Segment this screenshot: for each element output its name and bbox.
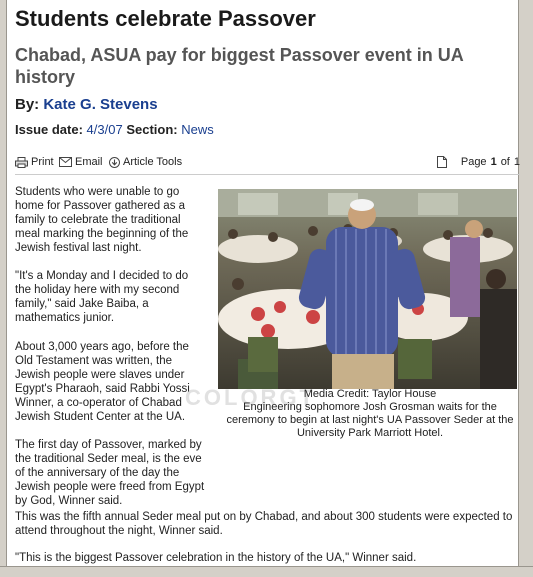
article-page	[15, 0, 520, 567]
byline	[15, 96, 158, 113]
paragraph: The first day of Passover, marked by the traditional Seder meal, is the eve of the anniversary of the day the Jewish people were freed from Egypt by God, Winner said.	[15, 439, 205, 507]
page-icon	[437, 156, 447, 168]
section-link[interactable]: News	[181, 122, 214, 137]
paragraph: About 3,000 years ago, before the Old Testament was written, the Jewish people were slaves under Egypt's Pharaoh, said Rabbi Yossi Winner, a co-operator of Chabad Jewish Student Center at the UA.	[15, 341, 190, 423]
section-label: Section:	[126, 122, 178, 137]
print-label: Print	[31, 156, 54, 168]
article-subheadline: Chabad, ASUA pay for biggest Passover event in UA history	[15, 45, 464, 87]
page-current: 1	[490, 156, 497, 168]
article-tools-button[interactable]	[109, 156, 182, 168]
photo-caption: Engineering sophomore Josh Grosman waits for the ceremony to begin at last night's UA Passover Seder at the University Park Marriott Hotel.	[226, 401, 514, 439]
email-label: Email	[75, 156, 103, 168]
vertical-scrollbar[interactable]	[518, 0, 533, 577]
author-link[interactable]: Kate G. Stevens	[43, 96, 158, 113]
article-headline: Students celebrate Passover	[15, 6, 316, 31]
paragraph: "This is the biggest Passover celebration in the history of the UA," Winner said.	[15, 552, 417, 564]
window-frame-left	[0, 0, 7, 577]
issue-date-label: Issue date:	[15, 122, 83, 137]
photo-credit: Media Credit: Taylor House	[303, 388, 437, 400]
print-button[interactable]	[15, 156, 54, 168]
issue-date: 4/3/07	[86, 122, 123, 137]
status-bar	[0, 566, 533, 577]
page-indicator	[437, 156, 520, 168]
article-tools-label: Article Tools	[123, 156, 183, 168]
watermark: COLORGT	[185, 385, 316, 410]
paragraph: This was the fifth annual Seder meal put on by Chabad, and about 300 students were expected to attend throughout the night, Winner said.	[15, 511, 513, 537]
printer-icon	[15, 157, 28, 168]
byline-label: By:	[15, 96, 40, 113]
page-total: 1	[513, 156, 520, 168]
paragraph: "It's a Monday and I decided to do the holiday here with my second family," said Jake Baiba, a mathematics junior.	[15, 270, 189, 324]
article-photo	[218, 189, 517, 389]
envelope-icon	[59, 157, 72, 167]
page-of: of	[500, 156, 510, 168]
page-label: Page	[460, 156, 487, 168]
photo-caption-block	[218, 388, 520, 440]
article-toolbar	[15, 156, 520, 175]
seder-photo-illustration	[218, 189, 517, 389]
email-button[interactable]	[59, 156, 103, 168]
issue-meta	[15, 122, 214, 137]
arrow-down-circle-icon	[109, 157, 120, 168]
paragraph: Students who were unable to go home for Passover gathered as a family to celebrate the traditional meal marking the beginning of the Jewish festival last night.	[15, 186, 189, 254]
